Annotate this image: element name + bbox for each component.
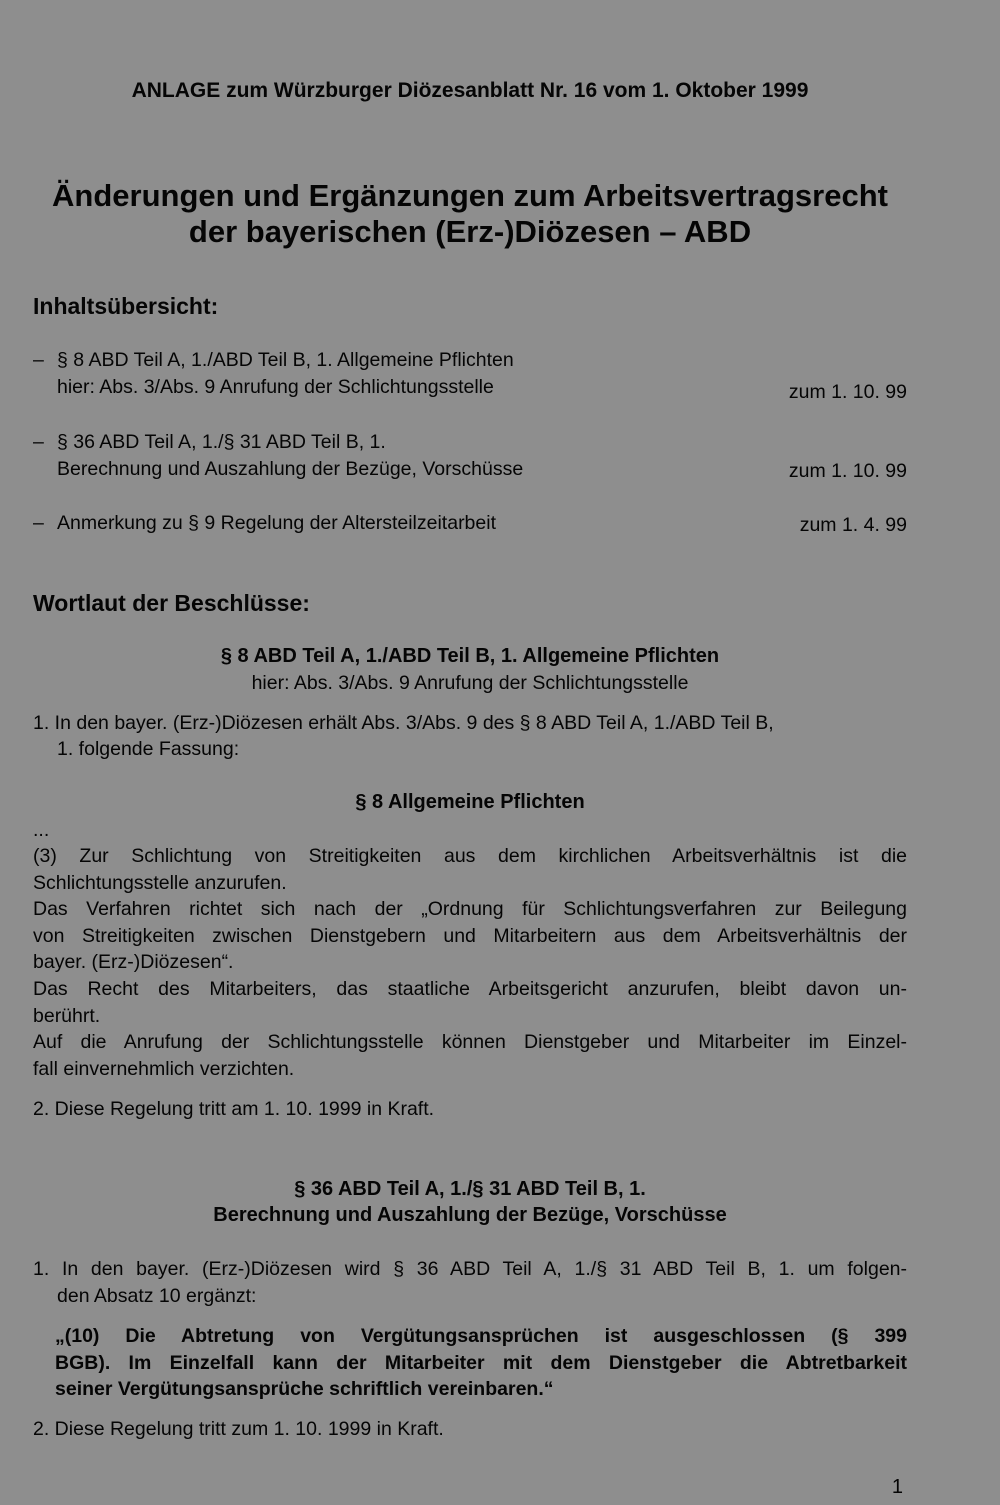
toc-item-3-date: zum 1. 4. 99	[799, 514, 907, 536]
toc-item-2-line2: Berechnung und Auszahlung der Bezüge, Vorschüsse	[57, 458, 524, 480]
text-line: berührt.	[33, 1004, 101, 1027]
text-line: seiner Vergütungsansprüche schriftlich vereinbaren.“	[55, 1378, 554, 1400]
toc-item-1-line2: hier: Abs. 3/Abs. 9 Anrufung der Schlichtungsstelle	[57, 376, 494, 398]
text-line: Schlichtungsstelle anzurufen.	[33, 871, 287, 894]
section2-title-line1: § 36 ABD Teil A, 1./§ 31 ABD Teil B, 1.	[294, 1178, 646, 1200]
toc-item-3-line1: Anmerkung zu § 9 Regelung der Altersteilzeitarbeit	[57, 512, 496, 534]
text-line: von Streitigkeiten zwischen Dienstgebern und Mitarbeitern aus dem Arbeitsverhältnis der	[33, 924, 907, 947]
text-line: Auf die Anrufung der Schlichtungsstelle können Dienstgeber und Mitarbeiter im Einzel-	[33, 1031, 907, 1053]
text-line: bayer. (Erz-)Diözesen“.	[33, 951, 234, 973]
section1-item1-line1: 1. In den bayer. (Erz-)Diözesen erhält Abs. 3/Abs. 9 des § 8 ABD Teil A, 1./ABD Teil B,	[33, 712, 774, 734]
section1-sub-heading: § 8 Allgemeine Pflichten	[355, 791, 585, 813]
toc-item-2-date: zum 1. 10. 99	[788, 460, 907, 482]
section1-paragraph-6	[33, 1029, 907, 1082]
toc-heading: Inhaltsübersicht:	[33, 293, 219, 319]
toc-item-2-line1: § 36 ABD Teil A, 1./§ 31 ABD Teil B, 1.	[57, 431, 386, 453]
section1-item2: 2. Diese Regelung tritt am 1. 10. 1999 in Kraft.	[33, 1098, 435, 1120]
section1-paragraph-5	[33, 976, 907, 1029]
text-line: Das Recht des Mitarbeiters, das staatliche Arbeitsgericht anzurufen, bleibt davon un-	[33, 978, 907, 1000]
section1-paragraph-4	[33, 896, 907, 976]
section2-item1	[33, 1256, 907, 1309]
section1-ellipsis: ...	[33, 819, 50, 841]
section2-title-line2: Berechnung und Auszahlung der Bezüge, Vorschüsse	[213, 1204, 727, 1226]
toc-dash: –	[33, 512, 44, 534]
text-line: den Absatz 10 ergänzt:	[57, 1284, 257, 1307]
toc-dash: –	[33, 349, 44, 371]
section1-title: § 8 ABD Teil A, 1./ABD Teil B, 1. Allgemeine Pflichten	[220, 645, 720, 667]
wortlaut-heading: Wortlaut der Beschlüsse:	[33, 590, 310, 616]
document-title-line2: der bayerischen (Erz-)Diözesen – ABD	[188, 214, 752, 249]
section1-item1-line2: 1. folgende Fassung:	[57, 738, 240, 760]
document-title-line1: Änderungen und Ergänzungen zum Arbeitsvertragsrecht	[52, 178, 888, 213]
text-line: Das Verfahren richtet sich nach der „Ordnung für Schlichtungsverfahren zur Beilegung	[33, 898, 907, 920]
section1-paragraph-3	[33, 843, 907, 896]
text-line: „(10) Die Abtretung von Vergütungsansprüchen ist ausgeschlossen (§ 399	[55, 1325, 907, 1347]
section1-subtitle: hier: Abs. 3/Abs. 9 Anrufung der Schlichtungsstelle	[251, 672, 689, 694]
toc-item-1-line1: § 8 ABD Teil A, 1./ABD Teil B, 1. Allgemeine Pflichten	[57, 349, 514, 371]
text-line: 1. In den bayer. (Erz-)Diözesen wird § 36 ABD Teil A, 1./§ 31 ABD Teil B, 1. um folgen-	[33, 1258, 907, 1280]
section2-quote	[55, 1323, 907, 1403]
toc-dash: –	[33, 431, 44, 453]
text-line: (3) Zur Schlichtung von Streitigkeiten aus dem kirchlichen Arbeitsverhältnis ist die	[33, 845, 907, 867]
document-header: ANLAGE zum Würzburger Diözesanblatt Nr. 16 vom 1. Oktober 1999	[131, 79, 809, 102]
section2-item2: 2. Diese Regelung tritt zum 1. 10. 1999 in Kraft.	[33, 1418, 444, 1440]
toc-item-1-date: zum 1. 10. 99	[788, 381, 907, 403]
page-number: 1	[891, 1476, 903, 1498]
text-line: BGB). Im Einzelfall kann der Mitarbeiter mit dem Dienstgeber die Abtretbarkeit	[55, 1351, 907, 1374]
text-line: fall einvernehmlich verzichten.	[33, 1057, 295, 1080]
